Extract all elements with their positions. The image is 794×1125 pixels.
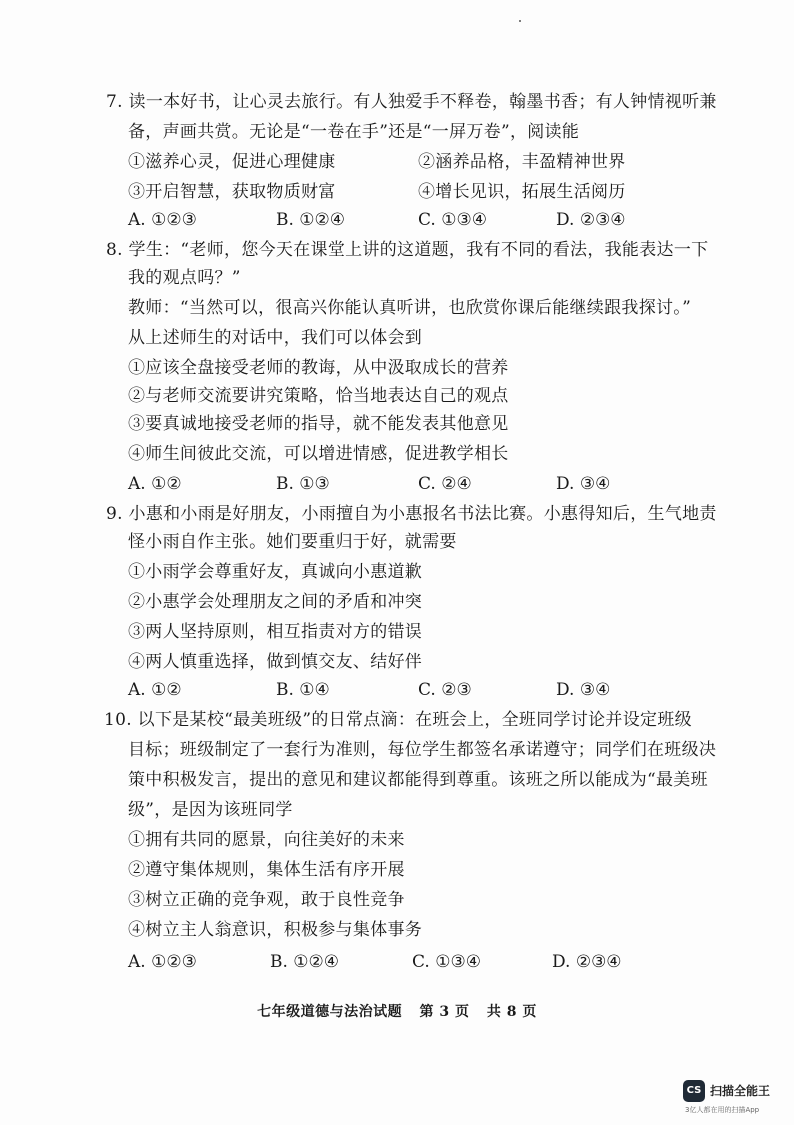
page-footer xyxy=(0,1001,794,1021)
q10-statement-4: ④树立主人翁意识，积极参与集体事务 xyxy=(128,920,423,940)
q8-statement-3: ③要真诚地接受老师的指导，就不能发表其他意见 xyxy=(128,414,509,434)
q8-stem-line-1: 8. 学生：“老师，您今天在课堂上讲的这道题，我有不同的看法，我能表达一下 xyxy=(106,240,709,260)
q8-stem-line-3: 教师：“当然可以，很高兴你能认真听讲，也欣赏你课后能继续跟我探讨。” xyxy=(128,298,692,318)
camscanner-logo-icon: CS xyxy=(683,1080,705,1102)
q10-option-b: B. ①②④ xyxy=(270,952,340,972)
q10-stem-line-1: 10. 以下是某校“最美班级”的日常点滴：在班会上，全班同学讨论并设定班级 xyxy=(104,710,692,730)
footer-page-total: 共 8 页 xyxy=(486,1004,537,1020)
q9-statement-3: ③两人坚持原则，相互指责对方的错误 xyxy=(128,622,423,642)
q9-option-b: B. ①④ xyxy=(276,680,330,700)
q10-option-d: D. ②③④ xyxy=(552,952,622,972)
q10-option-a: A. ①②③ xyxy=(128,952,197,972)
q10-stem-line-3: 策中积极发言，提出的意见和建议都能得到尊重。该班之所以能成为“最美班 xyxy=(128,770,708,790)
scanner-app-name: 扫描全能王 xyxy=(710,1084,771,1098)
q7-option-c: C. ①③④ xyxy=(418,210,487,230)
q9-option-a: A. ①② xyxy=(128,680,182,700)
q8-statement-4: ④师生间彼此交流，可以增进情感，促进教学相长 xyxy=(128,444,509,464)
q9-option-d: D. ③④ xyxy=(556,680,611,700)
q7-statement-2: ②涵养品格，丰盈精神世界 xyxy=(418,152,626,172)
q8-option-a: A. ①② xyxy=(128,474,182,494)
scanner-tagline: 3亿人都在用的扫描App xyxy=(685,1106,760,1114)
q7-option-a: A. ①②③ xyxy=(128,210,197,230)
q8-stem-line-4: 从上述师生的对话中，我们可以体会到 xyxy=(128,328,423,348)
q7-option-b: B. ①②④ xyxy=(276,210,346,230)
q8-option-c: C. ②④ xyxy=(418,474,472,494)
q8-statement-1: ①应该全盘接受老师的教诲，从中汲取成长的营养 xyxy=(128,358,509,378)
q10-statement-1: ①拥有共同的愿景，向往美好的未来 xyxy=(128,830,405,850)
q7-statement-3: ③开启智慧，获取物质财富 xyxy=(128,182,336,202)
q10-option-c: C. ①③④ xyxy=(412,952,481,972)
q9-stem-line-2: 怪小雨自作主张。她们要重归于好，就需要 xyxy=(128,532,457,552)
q8-option-d: D. ③④ xyxy=(556,474,611,494)
q10-stem-line-4: 级”，是因为该班同学 xyxy=(128,800,293,820)
q8-statement-2: ②与老师交流要讲究策略，恰当地表达自己的观点 xyxy=(128,386,509,406)
q9-statement-1: ①小雨学会尊重好友，真诚向小惠道歉 xyxy=(128,562,423,582)
q9-statement-4: ④两人慎重选择，做到慎交友、结好伴 xyxy=(128,652,423,672)
q10-stem-line-2: 目标；班级制定了一套行为准则，每位学生都签名承诺遵守；同学们在班级决 xyxy=(128,740,717,760)
q7-statement-4: ④增长见识，拓展生活阅历 xyxy=(418,182,626,202)
q7-stem-line-1: 7. 读一本好书，让心灵去旅行。有人独爱手不释卷，翰墨书香；有人钟情视听兼 xyxy=(106,92,717,112)
q8-stem-line-2: 我的观点吗？” xyxy=(128,268,241,288)
footer-subject: 七年级道德与法治试题 xyxy=(257,1004,403,1020)
q10-statement-3: ③树立正确的竞争观，敢于良性竞争 xyxy=(128,890,405,910)
q7-option-d: D. ②③④ xyxy=(556,210,626,230)
q8-option-b: B. ①③ xyxy=(276,474,330,494)
q7-stem-line-2: 备，声画共赏。无论是“一卷在手”还是“一屏万卷”，阅读能 xyxy=(128,122,580,142)
q9-statement-2: ②小惠学会处理朋友之间的矛盾和冲突 xyxy=(128,592,423,612)
scan-speck xyxy=(519,20,521,22)
q9-option-c: C. ②③ xyxy=(418,680,472,700)
q7-statement-1: ①滋养心灵，促进心理健康 xyxy=(128,152,336,172)
q9-stem-line-1: 9. 小惠和小雨是好朋友，小雨擅自为小惠报名书法比赛。小惠得知后，生气地责 xyxy=(106,504,717,524)
q10-statement-2: ②遵守集体规则，集体生活有序开展 xyxy=(128,860,405,880)
footer-page-number: 第 3 页 xyxy=(419,1004,470,1020)
scanner-watermark xyxy=(683,1080,791,1120)
